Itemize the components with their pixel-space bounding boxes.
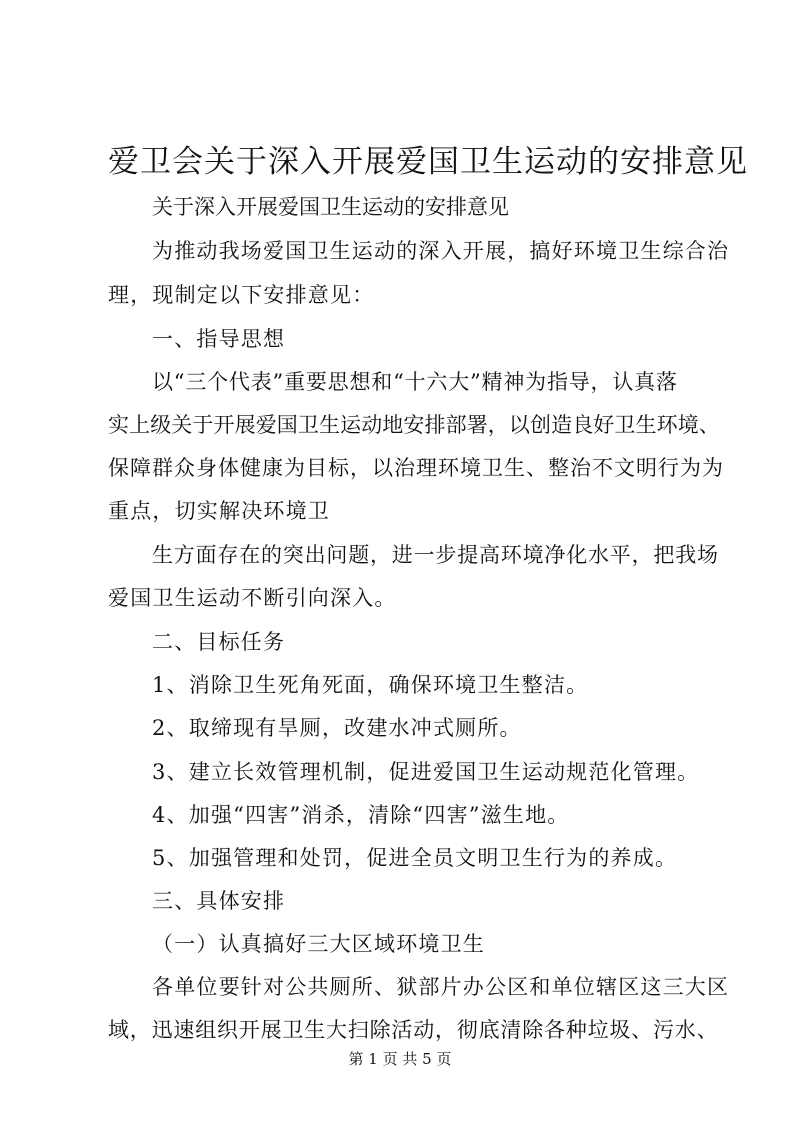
- list-item: 5、加强管理和处罚，促进全员文明卫生行为的养成。: [152, 846, 678, 870]
- paragraph-line: 各单位要针对公共厕所、狱部片办公区和单位辖区这三大区: [152, 975, 730, 999]
- list-item: 2、取缔现有旱厕，改建水冲式厕所。: [152, 716, 522, 740]
- intro-paragraph-line: 理，现制定以下安排意见：: [108, 283, 375, 307]
- section-heading: 一、指导思想: [152, 327, 286, 351]
- list-item: 3、建立长效管理机制，促进爱国卫生运动规范化管理。: [152, 760, 700, 784]
- paragraph-line: 重点，切实解决环境卫: [108, 499, 330, 523]
- subsection-heading: （一）认真搞好三大区域环境卫生: [152, 932, 485, 956]
- paragraph-line: 生方面存在的突出问题，进一步提高环境净化水平，把我场: [152, 543, 719, 567]
- paragraph-line: 实上级关于开展爱国卫生运动地安排部署，以创造良好卫生环境、: [108, 413, 720, 437]
- paragraph-line: 以“三个代表”重要思想和“十六大”精神为指导，认真落: [152, 370, 678, 394]
- paragraph-line: 保障群众身体健康为目标，以治理环境卫生、整治不文明行为为: [108, 456, 724, 480]
- paragraph-line: 爱国卫生运动不断引向深入。: [108, 586, 397, 610]
- document-title: 爱卫会关于深入开展爱国卫生运动的安排意见: [108, 144, 748, 180]
- section-heading: 三、具体安排: [152, 889, 286, 913]
- subtitle-line: 关于深入开展爱国卫生运动的安排意见: [152, 195, 509, 219]
- page-number-footer: 第 1 页 共 5 页: [348, 1050, 452, 1068]
- section-heading: 二、目标任务: [152, 630, 286, 654]
- paragraph-line: 域，迅速组织开展卫生大扫除活动，彻底清除各种垃圾、污水、: [108, 1018, 719, 1042]
- list-item: 1、消除卫生死角死面，确保环境卫生整洁。: [152, 673, 589, 697]
- intro-paragraph-line: 为推动我场爱国卫生运动的深入开展，搞好环境卫生综合治: [152, 239, 730, 263]
- list-item: 4、加强“四害”消杀，清除“四害”滋生地。: [152, 803, 570, 827]
